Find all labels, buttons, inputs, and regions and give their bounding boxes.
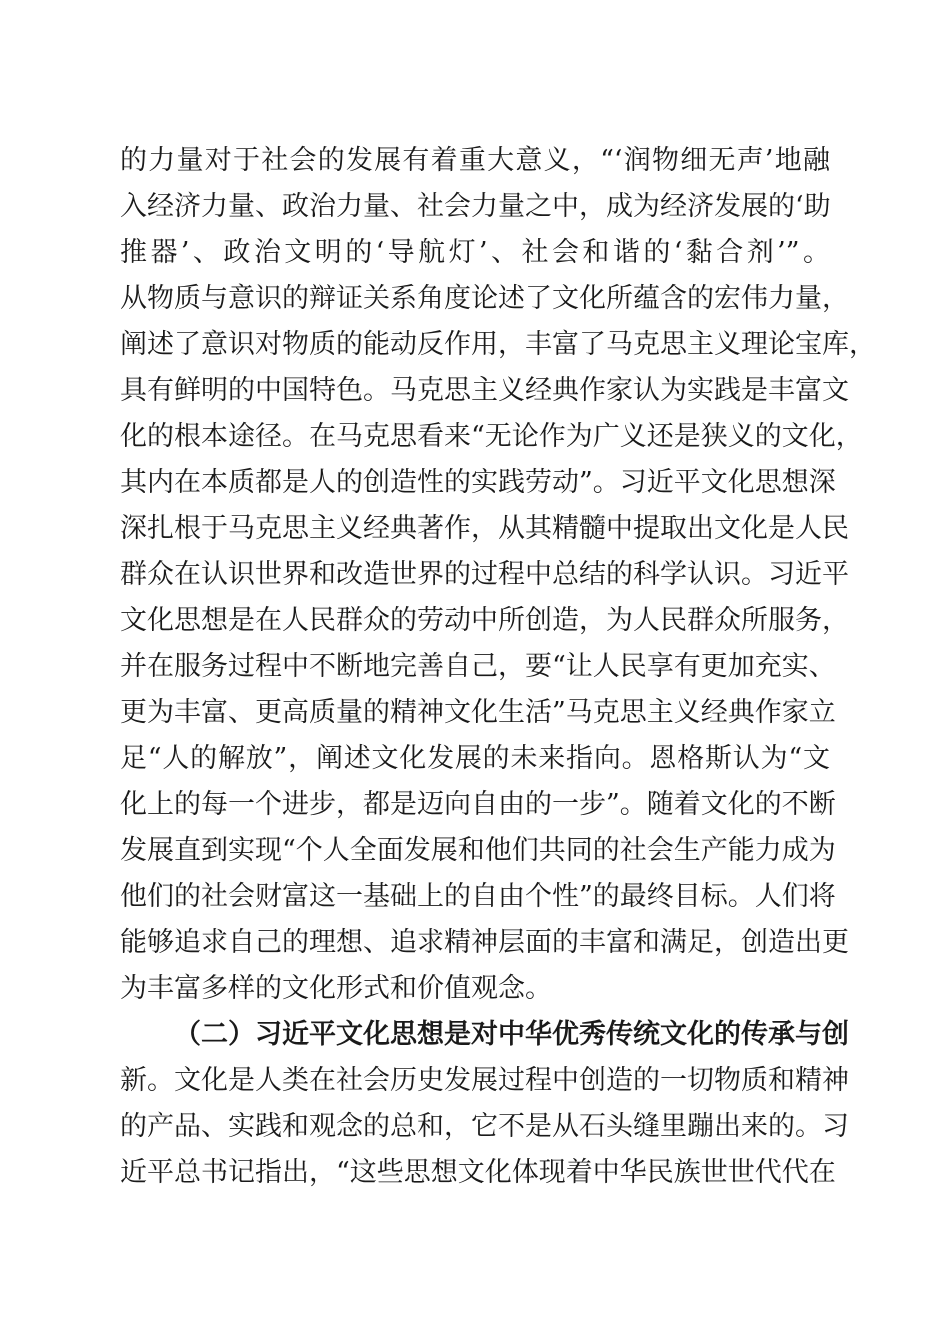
text-line: 近平总书记指出，“这些思想文化体现着中华民族世世代代在 xyxy=(120,1157,836,1188)
text-line: 深扎根于马克思主义经典著作，从其精髓中提取出文化是人民 xyxy=(120,513,849,544)
text-line: 推器’、政治文明的‘导航灯’、社会和谐的‘黏合剂’”。 xyxy=(120,237,830,268)
text-line: 为丰富多样的文化形式和价值观念。 xyxy=(120,973,552,1004)
text-line: 从物质与意识的辩证关系角度论述了文化所蕴含的宏伟力量， xyxy=(120,283,849,314)
text-line: 其内在本质都是人的创造性的实践劳动”。习近平文化思想深 xyxy=(120,467,836,498)
text-line: 阐述了意识对物质的能动反作用，丰富了马克思主义理论宝库， xyxy=(120,329,876,360)
text-line: 化的根本途径。在马克思看来“无论作为广义还是狭义的文化， xyxy=(120,421,863,452)
text-line: 化上的每一个进步，都是迈向自由的一步”。随着文化的不断 xyxy=(120,789,836,820)
text-line: 的力量对于社会的发展有着重大意义，“‘润物细无声’地融 xyxy=(120,145,830,176)
text-line: 他们的社会财富这一基础上的自由个性”的最终目标。人们将 xyxy=(120,881,836,912)
text-line: 群众在认识世界和改造世界的过程中总结的科学认识。习近平 xyxy=(120,559,849,590)
section-heading: （二）习近平文化思想是对中华优秀传统文化的传承与创 xyxy=(174,1019,849,1050)
text-line: 文化思想是在人民群众的劳动中所创造，为人民群众所服务， xyxy=(120,605,849,636)
text-line: 更为丰富、更高质量的精神文化生活”马克思主义经典作家立 xyxy=(120,697,836,728)
text-line: 足“人的解放”，阐述文化发展的未来指向。恩格斯认为“文 xyxy=(120,743,830,774)
text-line: 发展直到实现“个人全面发展和他们共同的社会生产能力成为 xyxy=(120,835,836,866)
text-line: 具有鲜明的中国特色。马克思主义经典作家认为实践是丰富文 xyxy=(120,375,849,406)
text-line: 新。文化是人类在社会历史发展过程中创造的一切物质和精神 xyxy=(120,1065,849,1096)
text-line: 的产品、实践和观念的总和，它不是从石头缝里蹦出来的。习 xyxy=(120,1111,849,1142)
text-line: 入经济力量、政治力量、社会力量之中，成为经济发展的‘助 xyxy=(120,191,831,222)
text-line: 并在服务过程中不断地完善自己，要“让人民享有更加充实、 xyxy=(120,651,836,682)
text-line: 能够追求自己的理想、追求精神层面的丰富和满足，创造出更 xyxy=(120,927,849,958)
